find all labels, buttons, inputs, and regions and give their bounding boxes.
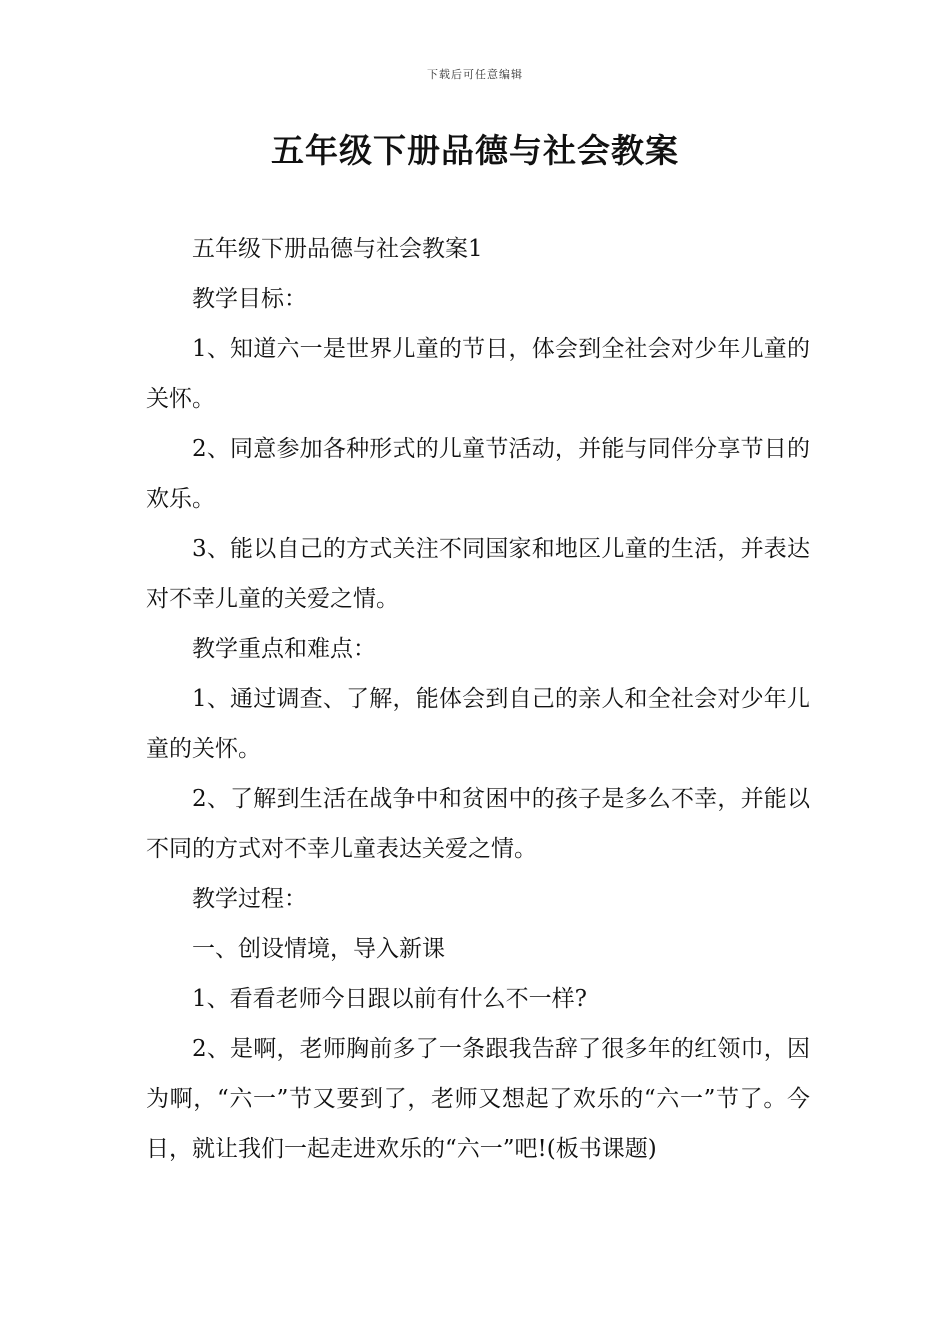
objective-item: 2、同意参加各种形式的儿童节活动，并能与同伴分享节日的欢乐。 (146, 436, 810, 512)
key-point-item: 1、通过调查、了解，能体会到自己的亲人和全社会对少年儿童的关怀。 (146, 686, 810, 762)
document-title: 五年级下册品德与社会教案 (271, 131, 679, 170)
process-item: 2、是啊，老师胸前多了一条跟我告辞了很多年的红领巾，因为啊，“六一”节又要到了，老师又想起了欢乐的“六一”节了。今日，就让我们一起走进欢乐的“六一”吧!(板书课题) (146, 1036, 810, 1162)
process-item: 1、看看老师今日跟以前有什么不一样? (192, 986, 587, 1012)
document-body (146, 224, 810, 1174)
section-heading: 五年级下册品德与社会教案1 (192, 236, 483, 262)
objective-item: 3、能以自己的方式关注不同国家和地区儿童的生活，并表达对不幸儿童的关爱之情。 (146, 536, 810, 612)
process-heading: 教学过程： (192, 886, 307, 912)
key-points-heading: 教学重点和难点： (192, 636, 376, 662)
process-step-heading: 一、创设情境，导入新课 (192, 936, 445, 962)
key-point-item: 2、了解到生活在战争中和贫困中的孩子是多么不幸，并能以不同的方式对不幸儿童表达关爱之情。 (146, 786, 810, 862)
objectives-heading: 教学目标： (192, 286, 307, 312)
objective-item: 1、知道六一是世界儿童的节日，体会到全社会对少年儿童的关怀。 (146, 336, 810, 412)
header-note: 下载后可任意编辑 (427, 68, 523, 81)
